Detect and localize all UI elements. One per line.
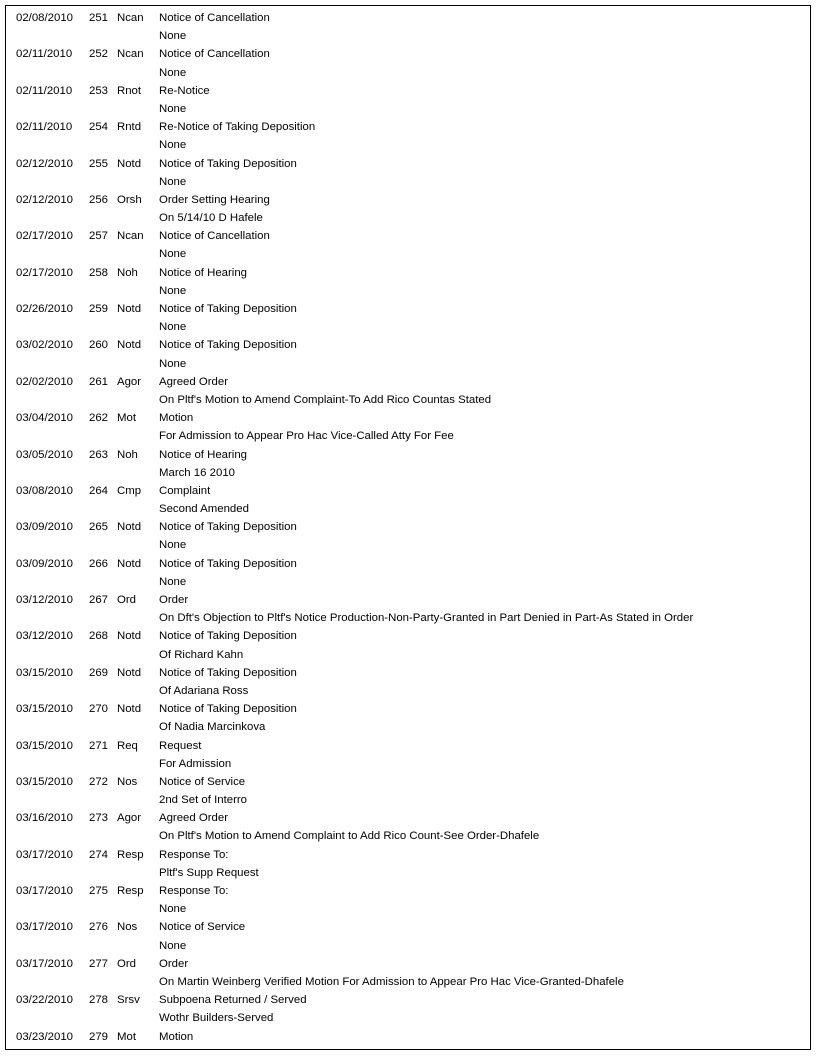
entry-code: Noh <box>117 448 138 461</box>
docket-entry <box>16 155 806 191</box>
entry-code: Notd <box>117 303 142 315</box>
entry-number: 266 <box>89 557 109 570</box>
entry-number: 254 <box>89 121 109 134</box>
docket-entry <box>16 700 806 736</box>
entry-date: 03/05/2010 <box>16 448 74 461</box>
entry-detail: Pltf's Supp Request <box>159 866 259 879</box>
entry-date: 03/16/2010 <box>16 812 74 825</box>
entry-description: Notice of Cancellation <box>159 48 270 61</box>
docket-entry-detail-line <box>16 500 806 518</box>
docket-entry-header <box>16 409 806 427</box>
docket-entry-header <box>16 446 806 464</box>
entry-date: 03/08/2010 <box>16 484 74 497</box>
entry-detail: For Admission to Appear Pro Hac Vice-Called Atty For Fee <box>159 430 454 443</box>
entry-description: Order Setting Hearing <box>159 193 270 206</box>
docket-entry <box>16 446 806 482</box>
entry-number: 257 <box>89 230 109 243</box>
entry-number: 274 <box>89 848 109 861</box>
docket-entry-header <box>16 82 806 100</box>
entry-description: Notice of Hearing <box>159 266 248 279</box>
docket-entry-header <box>16 336 806 354</box>
docket-entry-header <box>16 955 806 973</box>
entry-number: 267 <box>89 594 109 606</box>
entry-date: 02/12/2010 <box>16 193 74 206</box>
entry-code: Notd <box>117 703 142 716</box>
entry-code: Req <box>117 739 138 752</box>
docket-entry-detail-line <box>16 136 806 154</box>
entry-date: 03/22/2010 <box>16 994 74 1007</box>
entry-date: 02/08/2010 <box>16 12 74 24</box>
entry-code: Agor <box>117 812 142 825</box>
entry-description: Notice of Taking Deposition <box>159 703 297 716</box>
entry-detail: None <box>159 284 187 297</box>
entry-number: 253 <box>89 84 109 97</box>
entry-detail: None <box>159 321 187 334</box>
entry-detail: None <box>159 903 187 916</box>
docket-entry <box>16 627 806 663</box>
entry-code: Ord <box>117 957 136 970</box>
entry-detail: None <box>159 539 187 552</box>
docket-entry <box>16 737 806 773</box>
entry-description: Notice of Cancellation <box>159 12 270 24</box>
docket-entry <box>16 591 806 627</box>
entry-detail: None <box>159 357 187 370</box>
docket-entry-detail-line <box>16 282 806 300</box>
docket-list <box>16 9 806 1046</box>
docket-entry <box>16 1028 806 1046</box>
docket-entry-detail-line <box>16 427 806 445</box>
entry-number: 277 <box>89 957 109 970</box>
docket-entry-header <box>16 591 806 609</box>
entry-code: Resp <box>117 848 144 861</box>
docket-entry-detail-line <box>16 209 806 227</box>
entry-number: 258 <box>89 266 109 279</box>
entry-date: 02/11/2010 <box>16 121 73 134</box>
entry-description: Subpoena Returned / Served <box>159 994 307 1007</box>
entry-code: Notd <box>117 339 142 352</box>
entry-code: Ncan <box>117 12 144 24</box>
entry-number: 273 <box>89 812 109 825</box>
entry-date: 03/17/2010 <box>16 848 74 861</box>
entry-code: Rnot <box>117 84 142 97</box>
docket-entry-header <box>16 118 806 136</box>
docket-entry-header <box>16 664 806 682</box>
entry-description: Agreed Order <box>159 812 229 825</box>
docket-entry-detail-line <box>16 1009 806 1027</box>
entry-detail: March 16 2010 <box>159 466 235 479</box>
entry-number: 259 <box>89 303 109 315</box>
docket-entry-detail-line <box>16 900 806 918</box>
docket-entry-detail-line <box>16 864 806 882</box>
entry-code: Nos <box>117 921 138 934</box>
entry-number: 264 <box>89 484 109 497</box>
entry-date: 03/17/2010 <box>16 957 74 970</box>
docket-entry <box>16 264 806 300</box>
docket-entry-detail-line <box>16 536 806 554</box>
docket-entry-header <box>16 9 806 27</box>
docket-entry-header <box>16 918 806 936</box>
entry-detail: None <box>159 139 187 152</box>
entry-code: Notd <box>117 666 142 679</box>
docket-entry-detail-line <box>16 173 806 191</box>
entry-detail: On Martin Weinberg Verified Motion For Admission to Appear Pro Hac Vice-Granted-Dhafele <box>159 975 624 988</box>
docket-entry-header <box>16 846 806 864</box>
entry-code: Notd <box>117 557 142 570</box>
docket-entry-detail-line <box>16 318 806 336</box>
entry-number: 269 <box>89 666 109 679</box>
entry-description: Response To: <box>159 885 229 897</box>
entry-date: 03/04/2010 <box>16 412 74 425</box>
entry-date: 03/17/2010 <box>16 885 74 897</box>
entry-detail: None <box>159 575 187 588</box>
entry-date: 03/09/2010 <box>16 521 74 534</box>
entry-description: Response To: <box>159 848 229 861</box>
docket-entry <box>16 918 806 954</box>
entry-detail: On 5/14/10 D Hafele <box>159 212 263 225</box>
docket-entry <box>16 846 806 882</box>
entry-code: Rntd <box>117 121 142 134</box>
docket-entry-header <box>16 373 806 391</box>
docket-entry-header <box>16 264 806 282</box>
docket-entry <box>16 991 806 1027</box>
entry-date: 03/12/2010 <box>16 630 74 643</box>
docket-entry <box>16 227 806 263</box>
entry-description: Notice of Taking Deposition <box>159 339 297 352</box>
entry-date: 03/09/2010 <box>16 557 74 570</box>
docket-entry-header <box>16 773 806 791</box>
entry-date: 02/26/2010 <box>16 303 74 315</box>
entry-description: Notice of Hearing <box>159 448 248 461</box>
entry-description: Re-Notice <box>159 84 210 97</box>
entry-description: Order <box>159 957 189 970</box>
entry-date: 03/02/2010 <box>16 339 74 352</box>
docket-entry-detail-line <box>16 827 806 845</box>
docket-entry-header <box>16 300 806 318</box>
docket-entry-detail-line <box>16 100 806 118</box>
entry-detail: Of Adariana Ross <box>159 684 249 697</box>
entry-description: Order <box>159 594 189 606</box>
docket-entry-header <box>16 227 806 245</box>
entry-description: Notice of Taking Deposition <box>159 303 297 315</box>
entry-number: 268 <box>89 630 109 643</box>
entry-code: Notd <box>117 157 142 170</box>
entry-number: 278 <box>89 994 109 1007</box>
entry-detail: None <box>159 248 187 261</box>
entry-date: 03/15/2010 <box>16 775 74 788</box>
docket-entry-detail-line <box>16 609 806 627</box>
entry-detail: Of Nadia Marcinkova <box>159 721 266 734</box>
entry-date: 02/17/2010 <box>16 266 74 279</box>
entry-detail: Of Richard Kahn <box>159 648 244 661</box>
entry-code: Srsv <box>117 994 140 1007</box>
docket-entry <box>16 300 806 336</box>
entry-number: 260 <box>89 339 109 352</box>
docket-entry-header <box>16 45 806 63</box>
entry-number: 252 <box>89 48 109 61</box>
entry-description: Agreed Order <box>159 375 229 388</box>
entry-detail: None <box>159 939 187 952</box>
docket-entry-header <box>16 737 806 755</box>
entry-number: 271 <box>89 739 109 752</box>
entry-detail: None <box>159 102 187 115</box>
entry-code: Mot <box>117 412 136 425</box>
entry-number: 261 <box>89 375 109 388</box>
entry-number: 255 <box>89 157 109 170</box>
entry-number: 279 <box>89 1030 109 1043</box>
entry-code: Mot <box>117 1030 136 1043</box>
docket-entry <box>16 191 806 227</box>
entry-code: Cmp <box>117 484 142 497</box>
entry-code: Noh <box>117 266 138 279</box>
docket-entry-detail-line <box>16 973 806 991</box>
entry-code: Orsh <box>117 193 142 206</box>
entry-description: Notice of Taking Deposition <box>159 630 297 643</box>
entry-code: Nos <box>117 775 138 788</box>
entry-code: Resp <box>117 885 144 897</box>
docket-entry-detail-line <box>16 718 806 736</box>
docket-entry <box>16 45 806 81</box>
entry-date: 03/15/2010 <box>16 703 74 716</box>
entry-description: Complaint <box>159 484 211 497</box>
entry-description: Notice of Taking Deposition <box>159 666 297 679</box>
entry-description: Re-Notice of Taking Deposition <box>159 121 316 134</box>
docket-entry-detail-line <box>16 464 806 482</box>
entry-number: 275 <box>89 885 109 897</box>
docket-entry-header <box>16 627 806 645</box>
docket-entry-header <box>16 809 806 827</box>
docket-entry-header <box>16 155 806 173</box>
entry-description: Notice of Service <box>159 921 246 934</box>
entry-detail: On Dft's Objection to Pltf's Notice Production-Non-Party-Granted in Part Denied in Part-As Stated in Order <box>159 612 694 625</box>
entry-number: 263 <box>89 448 109 461</box>
entry-date: 03/23/2010 <box>16 1030 74 1043</box>
entry-code: Agor <box>117 375 142 388</box>
entry-date: 02/11/2010 <box>16 48 73 61</box>
docket-entry-detail-line <box>16 682 806 700</box>
docket-entry-header <box>16 700 806 718</box>
docket-entry-detail-line <box>16 755 806 773</box>
docket-entry-detail-line <box>16 791 806 809</box>
entry-number: 265 <box>89 521 109 534</box>
entry-detail: None <box>159 66 187 79</box>
entry-number: 270 <box>89 703 109 716</box>
docket-entry <box>16 409 806 445</box>
entry-detail: On Pltf's Motion to Amend Complaint to Add Rico Count-See Order-Dhafele <box>159 830 540 843</box>
entry-detail: On Pltf's Motion to Amend Complaint-To Add Rico Countas Stated <box>159 393 492 406</box>
entry-date: 02/11/2010 <box>16 84 73 97</box>
docket-entry <box>16 82 806 118</box>
entry-date: 03/12/2010 <box>16 594 74 606</box>
docket-entry-header <box>16 882 806 900</box>
docket-entry-detail-line <box>16 245 806 263</box>
entry-code: Ncan <box>117 48 144 61</box>
docket-entry-header <box>16 991 806 1009</box>
docket-entry-header <box>16 518 806 536</box>
docket-entry <box>16 118 806 154</box>
docket-entry <box>16 482 806 518</box>
docket-entry-detail-line <box>16 27 806 45</box>
docket-entry <box>16 809 806 845</box>
entry-description: Notice of Taking Deposition <box>159 157 297 170</box>
entry-code: Ord <box>117 594 136 606</box>
docket-entry-detail-line <box>16 573 806 591</box>
docket-entry <box>16 955 806 991</box>
entry-detail: None <box>159 175 187 188</box>
entry-number: 276 <box>89 921 109 934</box>
entry-number: 256 <box>89 193 109 206</box>
docket-entry <box>16 664 806 700</box>
docket-entry-header <box>16 482 806 500</box>
docket-entry <box>16 773 806 809</box>
entry-description: Notice of Service <box>159 775 246 788</box>
entry-code: Ncan <box>117 230 144 243</box>
entry-date: 03/15/2010 <box>16 739 74 752</box>
entry-date: 02/17/2010 <box>16 230 74 243</box>
docket-entry <box>16 882 806 918</box>
entry-description: Notice of Taking Deposition <box>159 521 297 534</box>
docket-entry-header <box>16 191 806 209</box>
docket-entry <box>16 336 806 372</box>
entry-code: Notd <box>117 630 142 643</box>
docket-entry <box>16 518 806 554</box>
docket-entry <box>16 555 806 591</box>
entry-detail: None <box>159 30 187 43</box>
entry-description: Motion <box>159 412 194 425</box>
entry-number: 251 <box>89 12 109 24</box>
docket-entry-detail-line <box>16 64 806 82</box>
docket-entry <box>16 9 806 45</box>
entry-detail: Second Amended <box>159 503 249 516</box>
docket-entry-detail-line <box>16 391 806 409</box>
entry-date: 03/17/2010 <box>16 921 74 934</box>
entry-detail: For Admission <box>159 757 232 770</box>
entry-number: 272 <box>89 775 109 788</box>
entry-date: 02/02/2010 <box>16 375 74 388</box>
entry-date: 03/15/2010 <box>16 666 74 679</box>
entry-description: Notice of Cancellation <box>159 230 270 243</box>
entry-code: Notd <box>117 521 142 534</box>
entry-detail: Wothr Builders-Served <box>159 1012 274 1025</box>
docket-entry-header <box>16 1028 806 1046</box>
entry-description: Request <box>159 739 202 752</box>
docket-entry <box>16 373 806 409</box>
entry-number: 262 <box>89 412 109 425</box>
entry-description: Motion <box>159 1030 194 1043</box>
entry-description: Notice of Taking Deposition <box>159 557 297 570</box>
docket-entry-detail-line <box>16 355 806 373</box>
docket-entry-detail-line <box>16 646 806 664</box>
entry-detail: 2nd Set of Interro <box>159 794 248 807</box>
entry-date: 02/12/2010 <box>16 157 74 170</box>
docket-entry-header <box>16 555 806 573</box>
docket-entry-detail-line <box>16 937 806 955</box>
